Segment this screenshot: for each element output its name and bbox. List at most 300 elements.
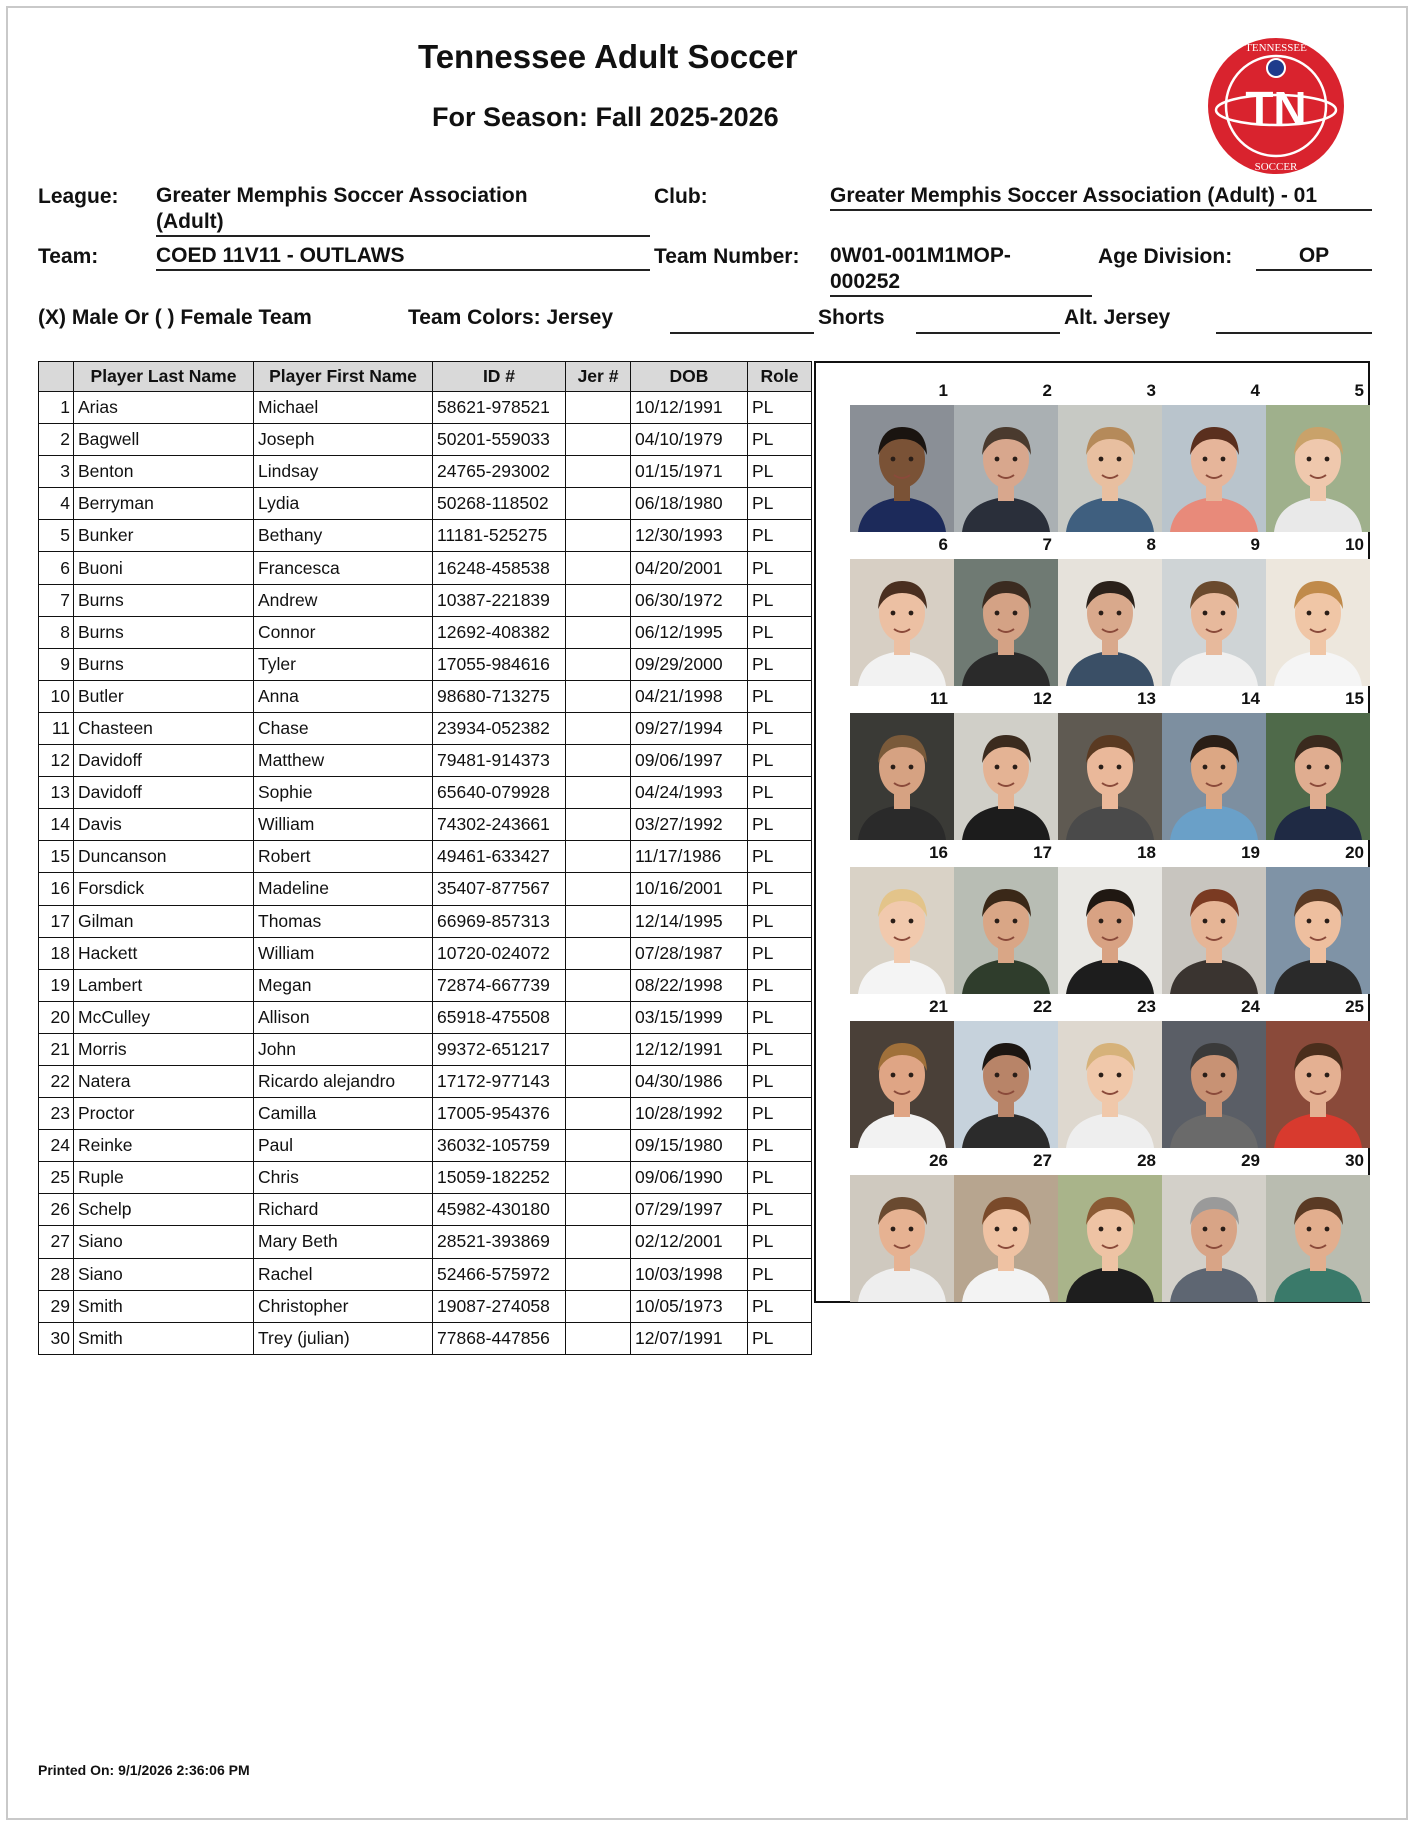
cell-index: 1 bbox=[39, 392, 74, 424]
player-photo bbox=[1058, 1021, 1162, 1148]
col-header-role: Role bbox=[748, 362, 812, 392]
photo-number: 7 bbox=[1042, 535, 1052, 554]
cell-role: PL bbox=[748, 1065, 812, 1097]
table-row bbox=[39, 1001, 812, 1033]
photo-number: 14 bbox=[1241, 689, 1260, 708]
col-header-index bbox=[39, 362, 74, 392]
player-photo-grid bbox=[814, 361, 1370, 1303]
cell-id: 11181-525275 bbox=[433, 520, 566, 552]
cell-index: 15 bbox=[39, 841, 74, 873]
cell-role: PL bbox=[748, 1258, 812, 1290]
player-photo bbox=[1162, 713, 1266, 840]
cell-id: 50201-559033 bbox=[433, 424, 566, 456]
cell-role: PL bbox=[748, 745, 812, 777]
cell-dob: 04/21/1998 bbox=[631, 680, 748, 712]
player-photo bbox=[954, 1021, 1058, 1148]
cell-id: 65640-079928 bbox=[433, 777, 566, 809]
cell-dob: 09/29/2000 bbox=[631, 648, 748, 680]
cell-role: PL bbox=[748, 680, 812, 712]
cell-index: 30 bbox=[39, 1322, 74, 1354]
cell-role: PL bbox=[748, 777, 812, 809]
team-label: Team: bbox=[38, 245, 99, 268]
cell-jersey bbox=[566, 1194, 631, 1226]
photo-number: 16 bbox=[929, 843, 948, 862]
team-colors-label: Team Colors: Jersey bbox=[408, 306, 614, 329]
player-portrait-icon bbox=[850, 1021, 954, 1148]
photo-number: 8 bbox=[1146, 535, 1156, 554]
player-photo bbox=[850, 713, 954, 840]
cell-dob: 04/30/1986 bbox=[631, 1065, 748, 1097]
photo-number: 27 bbox=[1033, 1151, 1052, 1170]
cell-first-name: Lindsay bbox=[254, 456, 433, 488]
cell-jersey bbox=[566, 777, 631, 809]
col-header-jersey: Jer # bbox=[566, 362, 631, 392]
cell-jersey bbox=[566, 680, 631, 712]
player-portrait-icon bbox=[1058, 1175, 1162, 1302]
photo-number: 15 bbox=[1345, 689, 1364, 708]
league-value-line1: Greater Memphis Soccer Association bbox=[156, 184, 528, 207]
cell-first-name: Thomas bbox=[254, 905, 433, 937]
cell-id: 45982-430180 bbox=[433, 1194, 566, 1226]
cell-dob: 12/07/1991 bbox=[631, 1322, 748, 1354]
cell-index: 11 bbox=[39, 712, 74, 744]
cell-id: 36032-105759 bbox=[433, 1130, 566, 1162]
photo-number: 2 bbox=[1042, 381, 1052, 400]
cell-role: PL bbox=[748, 1130, 812, 1162]
cell-first-name: Megan bbox=[254, 969, 433, 1001]
cell-first-name: Chase bbox=[254, 712, 433, 744]
cell-role: PL bbox=[748, 1322, 812, 1354]
cell-index: 20 bbox=[39, 1001, 74, 1033]
cell-jersey bbox=[566, 1065, 631, 1097]
cell-id: 19087-274058 bbox=[433, 1290, 566, 1322]
season-title: For Season: Fall 2025-2026 bbox=[432, 102, 779, 132]
cell-jersey bbox=[566, 616, 631, 648]
cell-last-name: Bagwell bbox=[74, 424, 254, 456]
player-photo bbox=[1058, 867, 1162, 994]
player-photo bbox=[1162, 867, 1266, 994]
table-row bbox=[39, 937, 812, 969]
cell-index: 17 bbox=[39, 905, 74, 937]
player-photo bbox=[1266, 867, 1370, 994]
player-photo bbox=[1266, 559, 1370, 686]
player-portrait-icon bbox=[954, 1175, 1058, 1302]
player-portrait-icon bbox=[954, 1021, 1058, 1148]
team-number-value bbox=[830, 243, 1092, 297]
photo-number: 3 bbox=[1146, 381, 1156, 400]
cell-first-name: Trey (julian) bbox=[254, 1322, 433, 1354]
roster-table bbox=[38, 361, 812, 1355]
cell-index: 2 bbox=[39, 424, 74, 456]
cell-index: 3 bbox=[39, 456, 74, 488]
cell-first-name: John bbox=[254, 1033, 433, 1065]
cell-role: PL bbox=[748, 552, 812, 584]
cell-last-name: Natera bbox=[74, 1065, 254, 1097]
photo-number: 22 bbox=[1033, 997, 1052, 1016]
player-photo bbox=[954, 1175, 1058, 1302]
player-portrait-icon bbox=[850, 713, 954, 840]
player-portrait-icon bbox=[1162, 713, 1266, 840]
cell-first-name: William bbox=[254, 937, 433, 969]
cell-index: 10 bbox=[39, 680, 74, 712]
player-photo bbox=[954, 559, 1058, 686]
cell-dob: 04/24/1993 bbox=[631, 777, 748, 809]
cell-last-name: Burns bbox=[74, 616, 254, 648]
cell-jersey bbox=[566, 552, 631, 584]
table-row bbox=[39, 905, 812, 937]
cell-last-name: Buoni bbox=[74, 552, 254, 584]
photo-number: 1 bbox=[938, 381, 948, 400]
alt-jersey-color-line bbox=[1216, 306, 1372, 334]
cell-index: 25 bbox=[39, 1162, 74, 1194]
photo-number: 17 bbox=[1033, 843, 1052, 862]
cell-last-name: Reinke bbox=[74, 1130, 254, 1162]
player-photo bbox=[850, 405, 954, 532]
cell-jersey bbox=[566, 873, 631, 905]
photo-number: 5 bbox=[1354, 381, 1364, 400]
cell-jersey bbox=[566, 905, 631, 937]
table-row bbox=[39, 1098, 812, 1130]
cell-dob: 09/06/1997 bbox=[631, 745, 748, 777]
cell-dob: 08/22/1998 bbox=[631, 969, 748, 1001]
cell-jersey bbox=[566, 712, 631, 744]
player-photo bbox=[954, 405, 1058, 532]
cell-dob: 07/29/1997 bbox=[631, 1194, 748, 1226]
club-label: Club: bbox=[654, 185, 708, 208]
table-row bbox=[39, 1290, 812, 1322]
cell-first-name: Camilla bbox=[254, 1098, 433, 1130]
player-photo bbox=[1058, 559, 1162, 686]
player-portrait-icon bbox=[954, 713, 1058, 840]
cell-dob: 10/28/1992 bbox=[631, 1098, 748, 1130]
player-photo bbox=[850, 559, 954, 686]
cell-dob: 09/06/1990 bbox=[631, 1162, 748, 1194]
cell-role: PL bbox=[748, 488, 812, 520]
player-photo bbox=[1162, 559, 1266, 686]
cell-last-name: Burns bbox=[74, 584, 254, 616]
cell-index: 6 bbox=[39, 552, 74, 584]
cell-last-name: Davis bbox=[74, 809, 254, 841]
table-row bbox=[39, 1194, 812, 1226]
player-portrait-icon bbox=[850, 559, 954, 686]
cell-id: 99372-651217 bbox=[433, 1033, 566, 1065]
player-photo bbox=[1266, 1175, 1370, 1302]
cell-last-name: Smith bbox=[74, 1322, 254, 1354]
cell-jersey bbox=[566, 969, 631, 1001]
cell-index: 12 bbox=[39, 745, 74, 777]
cell-dob: 12/12/1991 bbox=[631, 1033, 748, 1065]
logo-center-text: TN bbox=[1245, 82, 1307, 134]
player-portrait-icon bbox=[850, 1175, 954, 1302]
league-label: League: bbox=[38, 185, 119, 208]
photo-number: 10 bbox=[1345, 535, 1364, 554]
player-portrait-icon bbox=[850, 867, 954, 994]
cell-last-name: Siano bbox=[74, 1258, 254, 1290]
table-row bbox=[39, 1322, 812, 1354]
cell-role: PL bbox=[748, 1194, 812, 1226]
cell-id: 17172-977143 bbox=[433, 1065, 566, 1097]
table-row bbox=[39, 520, 812, 552]
cell-jersey bbox=[566, 937, 631, 969]
cell-first-name: Sophie bbox=[254, 777, 433, 809]
cell-id: 35407-877567 bbox=[433, 873, 566, 905]
cell-role: PL bbox=[748, 712, 812, 744]
cell-jersey bbox=[566, 392, 631, 424]
cell-role: PL bbox=[748, 809, 812, 841]
cell-dob: 01/15/1971 bbox=[631, 456, 748, 488]
table-row bbox=[39, 1226, 812, 1258]
cell-id: 72874-667739 bbox=[433, 969, 566, 1001]
logo-bottom-text: SOCCER bbox=[1254, 161, 1298, 173]
cell-last-name: Chasteen bbox=[74, 712, 254, 744]
cell-jersey bbox=[566, 745, 631, 777]
cell-id: 79481-914373 bbox=[433, 745, 566, 777]
cell-last-name: Proctor bbox=[74, 1098, 254, 1130]
player-portrait-icon bbox=[1162, 559, 1266, 686]
cell-index: 21 bbox=[39, 1033, 74, 1065]
player-portrait-icon bbox=[1266, 559, 1370, 686]
photo-number: 30 bbox=[1345, 1151, 1364, 1170]
table-row bbox=[39, 456, 812, 488]
cell-index: 29 bbox=[39, 1290, 74, 1322]
cell-role: PL bbox=[748, 392, 812, 424]
player-photo bbox=[1266, 1021, 1370, 1148]
cell-id: 58621-978521 bbox=[433, 392, 566, 424]
cell-role: PL bbox=[748, 905, 812, 937]
cell-id: 10720-024072 bbox=[433, 937, 566, 969]
player-portrait-icon bbox=[1058, 713, 1162, 840]
player-portrait-icon bbox=[1266, 1175, 1370, 1302]
cell-dob: 03/15/1999 bbox=[631, 1001, 748, 1033]
cell-jersey bbox=[566, 1258, 631, 1290]
cell-jersey bbox=[566, 1226, 631, 1258]
player-portrait-icon bbox=[1266, 1021, 1370, 1148]
photo-number: 11 bbox=[930, 689, 948, 708]
cell-dob: 12/14/1995 bbox=[631, 905, 748, 937]
cell-dob: 02/12/2001 bbox=[631, 1226, 748, 1258]
cell-last-name: Forsdick bbox=[74, 873, 254, 905]
player-portrait-icon bbox=[1266, 867, 1370, 994]
cell-last-name: Gilman bbox=[74, 905, 254, 937]
cell-first-name: Bethany bbox=[254, 520, 433, 552]
cell-index: 19 bbox=[39, 969, 74, 1001]
player-photo bbox=[1058, 405, 1162, 532]
cell-index: 22 bbox=[39, 1065, 74, 1097]
cell-first-name: Lydia bbox=[254, 488, 433, 520]
photo-number: 6 bbox=[938, 535, 948, 554]
table-row bbox=[39, 1162, 812, 1194]
cell-first-name: Tyler bbox=[254, 648, 433, 680]
cell-index: 5 bbox=[39, 520, 74, 552]
cell-first-name: Christopher bbox=[254, 1290, 433, 1322]
cell-last-name: Siano bbox=[74, 1226, 254, 1258]
tennessee-soccer-logo bbox=[1206, 36, 1346, 176]
cell-jersey bbox=[566, 841, 631, 873]
cell-first-name: Michael bbox=[254, 392, 433, 424]
table-row bbox=[39, 777, 812, 809]
cell-index: 4 bbox=[39, 488, 74, 520]
cell-last-name: Arias bbox=[74, 392, 254, 424]
photo-number: 29 bbox=[1241, 1151, 1260, 1170]
printed-on: Printed On: 9/1/2026 2:36:06 PM bbox=[38, 1762, 250, 1778]
player-photo bbox=[1266, 405, 1370, 532]
cell-first-name: Robert bbox=[254, 841, 433, 873]
cell-index: 23 bbox=[39, 1098, 74, 1130]
cell-id: 77868-447856 bbox=[433, 1322, 566, 1354]
cell-role: PL bbox=[748, 1033, 812, 1065]
cell-index: 26 bbox=[39, 1194, 74, 1226]
cell-role: PL bbox=[748, 841, 812, 873]
age-division-value: OP bbox=[1256, 243, 1372, 271]
col-header-dob: DOB bbox=[631, 362, 748, 392]
cell-index: 28 bbox=[39, 1258, 74, 1290]
table-row bbox=[39, 1065, 812, 1097]
cell-id: 74302-243661 bbox=[433, 809, 566, 841]
photo-number: 9 bbox=[1250, 535, 1260, 554]
cell-first-name: William bbox=[254, 809, 433, 841]
cell-jersey bbox=[566, 648, 631, 680]
table-row bbox=[39, 488, 812, 520]
cell-dob: 03/27/1992 bbox=[631, 809, 748, 841]
player-photo bbox=[1162, 1175, 1266, 1302]
cell-last-name: Berryman bbox=[74, 488, 254, 520]
shorts-label: Shorts bbox=[818, 306, 885, 329]
cell-dob: 09/15/1980 bbox=[631, 1130, 748, 1162]
cell-id: 12692-408382 bbox=[433, 616, 566, 648]
photo-number: 20 bbox=[1345, 843, 1364, 862]
cell-last-name: Ruple bbox=[74, 1162, 254, 1194]
cell-role: PL bbox=[748, 937, 812, 969]
cell-index: 13 bbox=[39, 777, 74, 809]
cell-index: 18 bbox=[39, 937, 74, 969]
cell-last-name: Lambert bbox=[74, 969, 254, 1001]
cell-last-name: Duncanson bbox=[74, 841, 254, 873]
cell-id: 17055-984616 bbox=[433, 648, 566, 680]
cell-last-name: Davidoff bbox=[74, 777, 254, 809]
table-row bbox=[39, 584, 812, 616]
cell-index: 8 bbox=[39, 616, 74, 648]
player-photo bbox=[954, 713, 1058, 840]
cell-jersey bbox=[566, 1130, 631, 1162]
table-row bbox=[39, 1130, 812, 1162]
cell-role: PL bbox=[748, 1290, 812, 1322]
cell-jersey bbox=[566, 488, 631, 520]
player-portrait-icon bbox=[1266, 405, 1370, 532]
cell-index: 14 bbox=[39, 809, 74, 841]
cell-dob: 09/27/1994 bbox=[631, 712, 748, 744]
team-value: COED 11V11 - OUTLAWS bbox=[156, 243, 650, 271]
player-portrait-icon bbox=[1162, 405, 1266, 532]
player-portrait-icon bbox=[1058, 867, 1162, 994]
col-header-id: ID # bbox=[433, 362, 566, 392]
cell-index: 16 bbox=[39, 873, 74, 905]
col-header-last-name: Player Last Name bbox=[74, 362, 254, 392]
cell-first-name: Allison bbox=[254, 1001, 433, 1033]
photo-number: 23 bbox=[1137, 997, 1156, 1016]
cell-index: 24 bbox=[39, 1130, 74, 1162]
cell-jersey bbox=[566, 1322, 631, 1354]
cell-last-name: Hackett bbox=[74, 937, 254, 969]
table-row bbox=[39, 841, 812, 873]
cell-role: PL bbox=[748, 424, 812, 456]
cell-jersey bbox=[566, 1001, 631, 1033]
cell-id: 49461-633427 bbox=[433, 841, 566, 873]
jersey-color-line bbox=[670, 306, 814, 334]
cell-role: PL bbox=[748, 873, 812, 905]
cell-jersey bbox=[566, 584, 631, 616]
cell-id: 24765-293002 bbox=[433, 456, 566, 488]
cell-id: 66969-857313 bbox=[433, 905, 566, 937]
player-photo bbox=[1266, 713, 1370, 840]
table-row bbox=[39, 873, 812, 905]
table-row bbox=[39, 424, 812, 456]
player-photo bbox=[850, 1021, 954, 1148]
cell-last-name: Bunker bbox=[74, 520, 254, 552]
cell-first-name: Ricardo alejandro bbox=[254, 1065, 433, 1097]
table-row bbox=[39, 552, 812, 584]
cell-last-name: McCulley bbox=[74, 1001, 254, 1033]
col-header-first-name: Player First Name bbox=[254, 362, 433, 392]
photo-number: 25 bbox=[1345, 997, 1364, 1016]
photo-number: 24 bbox=[1241, 997, 1260, 1016]
league-value-line2: (Adult) bbox=[156, 210, 224, 233]
roster-header-row bbox=[39, 362, 812, 392]
cell-dob: 10/03/1998 bbox=[631, 1258, 748, 1290]
table-row bbox=[39, 809, 812, 841]
player-portrait-icon bbox=[1058, 405, 1162, 532]
cell-dob: 10/16/2001 bbox=[631, 873, 748, 905]
cell-jersey bbox=[566, 1162, 631, 1194]
photo-number: 26 bbox=[929, 1151, 948, 1170]
player-photo bbox=[1058, 713, 1162, 840]
cell-index: 9 bbox=[39, 648, 74, 680]
cell-dob: 06/18/1980 bbox=[631, 488, 748, 520]
photo-number: 18 bbox=[1137, 843, 1156, 862]
player-portrait-icon bbox=[850, 405, 954, 532]
player-photo bbox=[1162, 405, 1266, 532]
roster-body bbox=[39, 392, 812, 1355]
cell-id: 28521-393869 bbox=[433, 1226, 566, 1258]
cell-role: PL bbox=[748, 584, 812, 616]
cell-last-name: Smith bbox=[74, 1290, 254, 1322]
photo-number: 12 bbox=[1033, 689, 1052, 708]
cell-id: 15059-182252 bbox=[433, 1162, 566, 1194]
cell-id: 65918-475508 bbox=[433, 1001, 566, 1033]
cell-last-name: Davidoff bbox=[74, 745, 254, 777]
alt-jersey-label: Alt. Jersey bbox=[1064, 306, 1171, 329]
league-value bbox=[156, 183, 650, 237]
table-row bbox=[39, 712, 812, 744]
player-portrait-icon bbox=[954, 405, 1058, 532]
shorts-color-line bbox=[916, 306, 1060, 334]
cell-role: PL bbox=[748, 648, 812, 680]
cell-id: 16248-458538 bbox=[433, 552, 566, 584]
photo-number: 21 bbox=[929, 997, 948, 1016]
cell-index: 7 bbox=[39, 584, 74, 616]
cell-jersey bbox=[566, 424, 631, 456]
cell-first-name: Madeline bbox=[254, 873, 433, 905]
cell-index: 27 bbox=[39, 1226, 74, 1258]
cell-jersey bbox=[566, 809, 631, 841]
cell-jersey bbox=[566, 1033, 631, 1065]
table-row bbox=[39, 1033, 812, 1065]
table-row bbox=[39, 1258, 812, 1290]
cell-dob: 10/12/1991 bbox=[631, 392, 748, 424]
player-photo bbox=[954, 867, 1058, 994]
table-row bbox=[39, 392, 812, 424]
cell-dob: 06/12/1995 bbox=[631, 616, 748, 648]
photo-number: 4 bbox=[1250, 381, 1260, 400]
